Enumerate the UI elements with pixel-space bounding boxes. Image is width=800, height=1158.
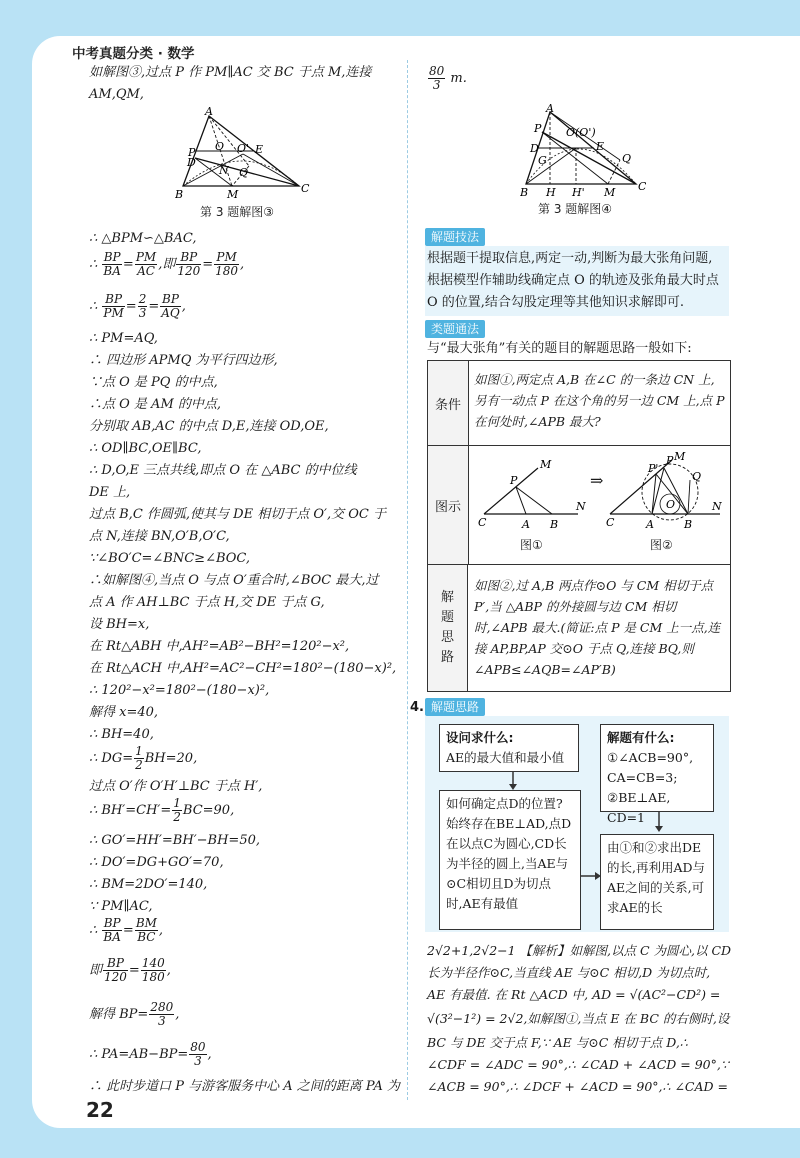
numerator: 80	[190, 1040, 206, 1054]
svg-text:M: M	[674, 450, 686, 463]
text-line: 分别取 AB,AC 的中点 D,E,连接 OD,OE,	[89, 419, 329, 434]
denominator: 120	[177, 264, 201, 278]
flow-box-result: 由①和②求出DE的长,再利用AD与AE之间的关系,可求AE的长	[600, 834, 714, 930]
svg-text:H: H	[546, 186, 556, 199]
fraction	[102, 917, 121, 944]
svg-text:A: A	[205, 106, 213, 118]
tag-general-method: 类题通法	[425, 320, 485, 338]
denominator: 120	[104, 970, 127, 984]
denominator: AQ	[161, 306, 180, 320]
svg-text:D: D	[187, 156, 196, 169]
text-line: ∴ 120²−x²=180²−(180−x)²,	[89, 683, 270, 698]
fraction-line: ∴ $\frac{BP}{BA}$ = $\frac{PM}{AC}$ ,即 $\frac{BP}{120}$ = $\frac{PM}{180}$ ,	[89, 250, 245, 278]
text-line: 如解图③,过点 P 作 PM∥AC 交 BC 于点 M,连接	[89, 65, 372, 80]
numerator: BP	[162, 292, 179, 306]
text-line: 过点 B,C 作圆弧,使其与 DE 相切于点 O′,交 OC 于	[89, 507, 386, 522]
svg-text:O': O'	[237, 142, 250, 155]
denominator: 3	[157, 1014, 166, 1028]
numerator: 1	[135, 744, 143, 758]
denominator: 3	[138, 306, 147, 320]
svg-text:C: C	[301, 182, 310, 195]
denominator: PM	[103, 306, 124, 320]
have-title: 解题有什么:	[607, 730, 675, 745]
fraction-line: 即 $\frac{BP}{120}$ = $\frac{140}{180}$ ,	[89, 956, 171, 984]
svg-text:C: C	[638, 180, 646, 193]
column-divider	[407, 60, 408, 1100]
svg-text:D: D	[530, 142, 539, 155]
figure-3-caption: 第 3 题解图③	[200, 205, 275, 219]
numerator: BM	[135, 916, 157, 930]
text: ∴ DG=	[89, 751, 134, 766]
answer-line: 长为半径作⊙C,当直线 AE 与⊙C 相切,D 为切点时,	[427, 965, 711, 980]
svg-text:Q: Q	[239, 166, 249, 179]
answer-line: ∠ACB = 90°,∴ ∠DCF + ∠ACD = 90°,∴ ∠CAD =	[427, 1079, 728, 1094]
numerator: 2	[138, 292, 147, 306]
have-line: ①∠ACB=90°,	[607, 750, 694, 765]
text-line: ∴点 O 是 AM 的中点,	[89, 397, 222, 412]
table-row	[428, 565, 730, 691]
fraction-line	[89, 796, 234, 826]
fraction-line	[89, 916, 163, 946]
fraction	[103, 957, 128, 984]
page-number: 22	[86, 1098, 114, 1122]
denominator: BA	[103, 930, 121, 944]
numerator: PM	[135, 250, 157, 264]
numerator: BP	[103, 957, 128, 971]
ask-title: 设问求什么:	[446, 730, 514, 745]
svg-text:N: N	[219, 164, 229, 177]
numerator: 140	[141, 956, 165, 970]
figure-1-caption: 图①	[520, 538, 543, 552]
numerator: BP	[102, 293, 124, 307]
ask-text: AE的最大值和最小值	[446, 750, 565, 765]
fraction-line: ∴ PA=AB−BP= $\frac{80}{3}$ ,	[89, 1040, 212, 1068]
denominator: 2	[173, 810, 181, 824]
svg-text:P: P	[534, 122, 542, 135]
text: ∴ BH′=CH′=	[89, 803, 172, 818]
svg-text:P': P'	[648, 462, 659, 475]
answer-line: 2√2+1,2√2−1 【解析】如解图,以点 C 为圆心,以 CD	[427, 943, 732, 958]
fraction	[102, 293, 124, 320]
fraction	[172, 797, 182, 824]
intro-line: 与“最大张角”有关的题目的解题思路一般如下:	[427, 341, 692, 356]
row-header: 条件	[428, 361, 469, 445]
table-row	[428, 446, 730, 565]
fraction	[149, 1001, 174, 1028]
text: BC=90,	[182, 803, 235, 818]
svg-text:E: E	[255, 143, 264, 156]
fraction	[135, 917, 158, 944]
method-table	[427, 360, 731, 692]
svg-text:Q: Q	[622, 152, 632, 165]
svg-text:C: C	[606, 516, 615, 529]
unit: m.	[450, 71, 467, 86]
figure-2-caption: 图②	[650, 538, 673, 552]
tag-thinking: 解题思路	[425, 698, 485, 716]
svg-text:B: B	[550, 518, 559, 531]
text-line: ∴ D,O,E 三点共线,即点 O 在 △ABC 的中位线	[89, 463, 357, 478]
therefore-sign: ∴	[89, 257, 98, 272]
fraction-line	[427, 64, 467, 94]
text-line: ∴如解图④,当点 O 与点 O′重合时,∠BOC 最大,过	[89, 573, 379, 588]
text-line: ∴ BM=2DO′=140,	[89, 877, 208, 892]
text-line: ∵ PM∥AC,	[89, 899, 153, 914]
fraction	[189, 1041, 206, 1068]
text-line: 点 N,连接 BN,O′B,O′C,	[89, 529, 230, 544]
figure-4-caption: 第 3 题解图④	[538, 202, 613, 216]
fraction	[102, 251, 121, 278]
svg-text:A: A	[522, 518, 530, 531]
denominator: AC	[137, 264, 155, 278]
denominator: 180	[215, 264, 239, 278]
text-line: 过点 O′作 O′H′⊥BC 于点 H′,	[89, 779, 263, 794]
tag-skill: 解题技法	[425, 228, 485, 246]
svg-text:O: O	[666, 498, 676, 511]
figure-2-diagram	[606, 450, 724, 536]
text-line: ∴ GO′=HH′=BH′−BH=50,	[89, 833, 260, 848]
skill-line: 根据题干提取信息,两定一动,判断为最大张角问题,	[427, 251, 713, 266]
fraction	[428, 65, 445, 92]
equals: =	[122, 257, 134, 272]
text-line: ∵点 O 是 PQ 的中点,	[89, 375, 218, 390]
fraction	[214, 251, 239, 278]
svg-text:M: M	[540, 458, 552, 471]
therefore-sign: ∴	[89, 299, 98, 314]
svg-text:O: O	[215, 140, 225, 153]
figure-3-diagram	[175, 106, 315, 202]
text-line: ∴ OD∥BC,OE∥BC,	[89, 441, 202, 456]
text: 即	[89, 963, 103, 978]
text-line: 设 BH=x,	[89, 617, 150, 632]
svg-text:Q: Q	[692, 470, 702, 483]
fraction	[134, 745, 144, 772]
flow-box-ask	[439, 724, 579, 772]
numerator: PM	[214, 251, 239, 265]
have-line: ②BE⊥AE, CD=1	[607, 790, 671, 825]
text-line: DE 上,	[89, 485, 131, 500]
numerator: BP	[103, 916, 121, 930]
svg-text:M: M	[227, 188, 239, 201]
text: BH=20,	[144, 751, 198, 766]
svg-text:P: P	[666, 454, 674, 467]
table-row	[428, 361, 730, 446]
equals: =	[128, 963, 140, 978]
text-line: ∴ BH=40,	[89, 727, 154, 742]
text-line: 在 Rt△ABH 中,AH²=AB²−BH²=120²−x²,	[89, 639, 350, 654]
fraction	[160, 293, 181, 320]
text-line: ∴ 此时步道口 P 与游客服务中心 A 之间的距离 PA 为	[89, 1079, 401, 1094]
text-line: ∵∠BO′C=∠BNC≥∠BOC,	[89, 551, 251, 566]
row-header: 图示	[428, 446, 469, 564]
svg-text:M: M	[604, 186, 616, 199]
svg-text:P: P	[188, 146, 196, 159]
answer-line: AE 有最值. 在 Rt △ACD 中, AD = √(AC²−CD²) =	[427, 987, 721, 1002]
fraction	[138, 293, 148, 320]
denominator: 3	[432, 78, 441, 92]
text-line: 在 Rt△ACH 中,AH²=AC²−CH²=180²−(180−x)²,	[89, 661, 397, 676]
numerator: 280	[150, 1000, 174, 1014]
svg-text:H': H'	[572, 186, 585, 199]
skill-line: O 的位置,结合勾股定理等其他知识求解即可.	[427, 295, 685, 310]
page-header: 中考真题分类 · 数学	[72, 46, 195, 62]
svg-text:O(O'): O(O')	[566, 126, 596, 139]
text-line: 解得 x=40,	[89, 705, 159, 720]
flow-box-how: 如何确定点D的位置?始终存在BE⊥AD,点D在以点C为圆心,CD长为半径的圆上,当AE与⊙C相切且D为切点时,AE有最值	[439, 790, 581, 930]
fraction-line: 解得 BP= $\frac{280}{3}$ ,	[89, 1000, 180, 1028]
svg-text:G: G	[538, 154, 547, 167]
implies-arrow: ⇒	[590, 471, 604, 490]
text: 解得 BP=	[89, 1007, 149, 1022]
equals: =	[125, 299, 137, 314]
svg-text:N: N	[712, 500, 722, 513]
fraction	[135, 251, 157, 278]
fraction-line	[89, 744, 197, 774]
svg-text:N: N	[576, 500, 586, 513]
fraction	[176, 251, 201, 278]
idea-text: 如图②,过 A,B 两点作⊙O 与 CM 相切于点 P′,当 △ABP 的外接圆与边 CM 相切时,∠APB 最大.(简证:点 P 是 CM 上一点,连接 AP,BP,AP 交⊙O 于点 Q,连接 BQ,则∠APB≤∠AQB=∠AP′B)	[474, 578, 721, 677]
denominator: BA	[103, 264, 121, 278]
svg-text:P: P	[510, 474, 518, 487]
answer-line: BC 与 DE 交于点 F,∵ AE 与⊙C 相切于点 D,∴	[427, 1035, 688, 1050]
flow-box-have	[600, 724, 714, 825]
comma: ,	[158, 923, 164, 938]
have-line: CA=CB=3;	[607, 770, 678, 785]
svg-text:B: B	[520, 186, 529, 199]
equals: =	[148, 299, 160, 314]
text-line: ∴ PM=AQ,	[89, 331, 158, 346]
svg-text:A: A	[646, 518, 654, 531]
equals: =	[122, 923, 134, 938]
denominator: 2	[135, 758, 143, 772]
text-line: ∴ DO′=DG+GO′=70,	[89, 855, 224, 870]
text-line: ∴ 四边形 APMQ 为平行四边形,	[89, 353, 278, 368]
skill-line: 根据模型作辅助线确定点 O 的轨迹及张角最大时点	[427, 273, 719, 288]
svg-text:E: E	[596, 140, 605, 153]
question-number: 4.	[410, 700, 424, 715]
denominator: 3	[194, 1054, 202, 1068]
numerator: BP	[103, 250, 121, 264]
denominator: 180	[141, 970, 165, 984]
numerator: 80	[429, 64, 445, 78]
svg-text:C: C	[478, 516, 487, 529]
comma: ,	[181, 299, 186, 314]
figure-4-diagram	[520, 104, 646, 200]
condition-text: 如图①,两定点 A,B 在∠C 的一条边 CN 上,另有一动点 P 在这个角的另一边 CM 上,点 P 在何处时,∠APB 最大?	[474, 372, 725, 429]
numerator: BP	[176, 251, 201, 265]
svg-text:B: B	[684, 518, 693, 531]
therefore-sign: ∴	[89, 923, 98, 938]
text: ∴ PA=AB−BP=	[89, 1047, 189, 1062]
answer-line: √(3²−1²) = 2√2,如解图①,当点 E 在 BC 的右侧时,设	[427, 1011, 730, 1026]
equals: =	[202, 257, 214, 272]
row-header: 解题思路	[428, 565, 468, 691]
text-line: ∴ △BPM∽△BAC,	[89, 231, 197, 246]
fraction-line	[89, 292, 186, 322]
numerator: 1	[173, 796, 181, 810]
text: ,即	[158, 257, 176, 272]
figure-1-diagram	[478, 454, 590, 534]
text-line: AM,QM,	[89, 87, 144, 102]
svg-text:B: B	[175, 188, 184, 201]
text-line: 点 A 作 AH⊥BC 于点 H,交 DE 于点 G,	[89, 595, 325, 610]
fraction	[141, 957, 166, 984]
svg-text:A: A	[546, 104, 554, 115]
answer-line: ∠CDF = ∠ADC = 90°,∴ ∠CAD + ∠ACD = 90°,∵	[427, 1057, 729, 1072]
denominator: BC	[137, 930, 156, 944]
